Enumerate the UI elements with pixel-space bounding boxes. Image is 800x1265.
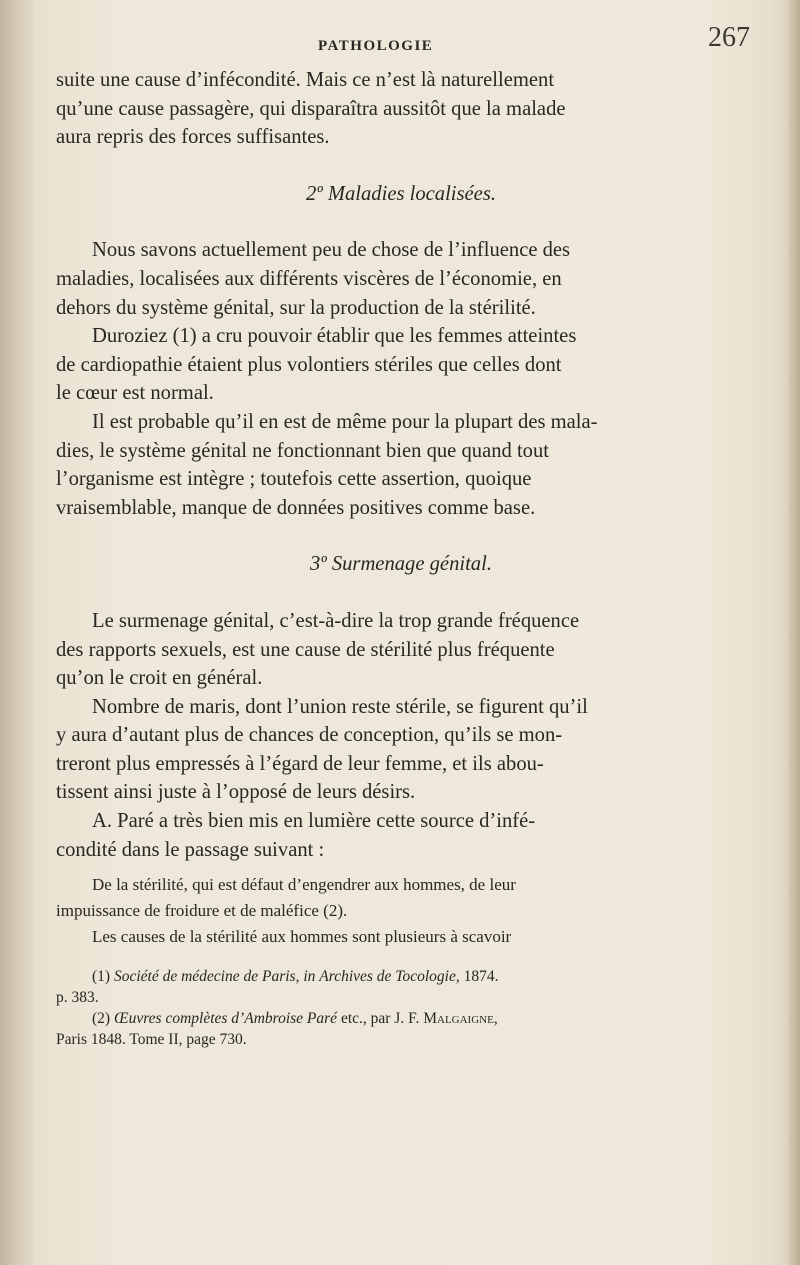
footnote-text: etc., par J. F.: [340, 1010, 420, 1028]
text-line: qu’on le croit en général.: [56, 667, 263, 690]
quote-line: Les causes de la stérilité aux hommes sont plusieurs à scavoir: [92, 927, 512, 947]
paragraph-surmenage-2: [56, 693, 746, 807]
paragraph-surmenage-3: [56, 807, 746, 864]
text-line: aura repris des forces suffisantes.: [56, 126, 330, 149]
page-edge: [788, 0, 800, 1265]
section-heading-maladies: 2º Maladies localisées.: [306, 182, 496, 205]
footnote-marker: (1): [92, 968, 111, 986]
text-line: dehors du système génital, sur la production de la stérilité.: [56, 296, 536, 319]
text-line: des rapports sexuels, est une cause de stérilité plus fréquente: [56, 638, 555, 661]
paragraph-surmenage-1: [56, 607, 746, 693]
page-header: [0, 22, 800, 62]
footnote-title: Œuvres complètes d’Ambroise Paré: [113, 1010, 338, 1028]
section-heading-surmenage: 3º Surmenage génital.: [310, 553, 492, 576]
paragraph-intro: [56, 66, 746, 152]
text-line: treront plus empressés à l’égard de leur femme, et ils abou-: [56, 752, 544, 775]
text-line: vraisemblable, manque de données positives comme base.: [56, 496, 536, 519]
footnote-title: Société de médecine de Paris,: [113, 968, 300, 986]
paragraph-maladies-2: [56, 408, 746, 522]
main-text: [56, 66, 746, 1050]
footnote-2-cont: Paris 1848. Tome II, page 730.: [56, 1031, 247, 1049]
quotation-block: [56, 872, 746, 950]
footnote-in: in: [303, 968, 316, 986]
footnote-1: [56, 966, 746, 987]
page-binding-shadow: [0, 0, 34, 1265]
text-line: condité dans le passage suivant :: [56, 838, 325, 861]
text-line: Il est probable qu’il en est de même pour la plupart des mala-: [92, 410, 598, 433]
text-line: tissent ainsi juste à l’opposé de leurs désirs.: [56, 781, 416, 804]
text-line: dies, le système génital ne fonctionnant bien que quand tout: [56, 439, 549, 462]
text-line: maladies, localisées aux différents viscères de l’économie, en: [56, 267, 562, 290]
text-line: Duroziez (1) a cru pouvoir établir que les femmes atteintes: [92, 325, 577, 348]
quote-line: impuissance de froidure et de maléfice (2).: [56, 901, 348, 921]
text-line: suite une cause d’infécondité. Mais ce n’est là naturellement: [56, 69, 555, 91]
page-number: 267: [708, 22, 750, 53]
running-head: PATHOLOGIE: [318, 38, 434, 54]
text-line: qu’une cause passagère, qui disparaîtra aussitôt que la malade: [56, 97, 566, 120]
paragraph-maladies-1: [56, 236, 746, 408]
text-line: l’organisme est intègre ; toutefois cette assertion, quoique: [56, 468, 532, 491]
text-line: le cœur est normal.: [56, 382, 214, 405]
footnote-1-cont: p. 383.: [56, 989, 99, 1007]
text-line: A. Paré a très bien mis en lumière cette source d’infé-: [92, 810, 536, 833]
text-line: Nous savons actuellement peu de chose de l’influence des: [92, 239, 571, 262]
text-line: Nombre de maris, dont l’union reste stérile, se figurent qu’il: [92, 695, 588, 718]
text-line: de cardiopathie étaient plus volontiers stériles que celles dont: [56, 353, 562, 376]
footnote-marker: (2): [92, 1010, 111, 1028]
footnote-author: Malgaigne,: [423, 1010, 498, 1028]
footnotes: [56, 966, 746, 1050]
footnote-journal: Archives de Tocologie,: [319, 968, 460, 986]
quote-line: De la stérilité, qui est défaut d’engendrer aux hommes, de leur: [92, 875, 516, 895]
footnote-2: [56, 1008, 746, 1029]
text-line: Le surmenage génital, c’est-à-dire la trop grande fréquence: [92, 609, 580, 632]
text-line: y aura d’autant plus de chances de conception, qu’ils se mon-: [56, 724, 563, 747]
footnote-year: 1874.: [463, 968, 499, 986]
